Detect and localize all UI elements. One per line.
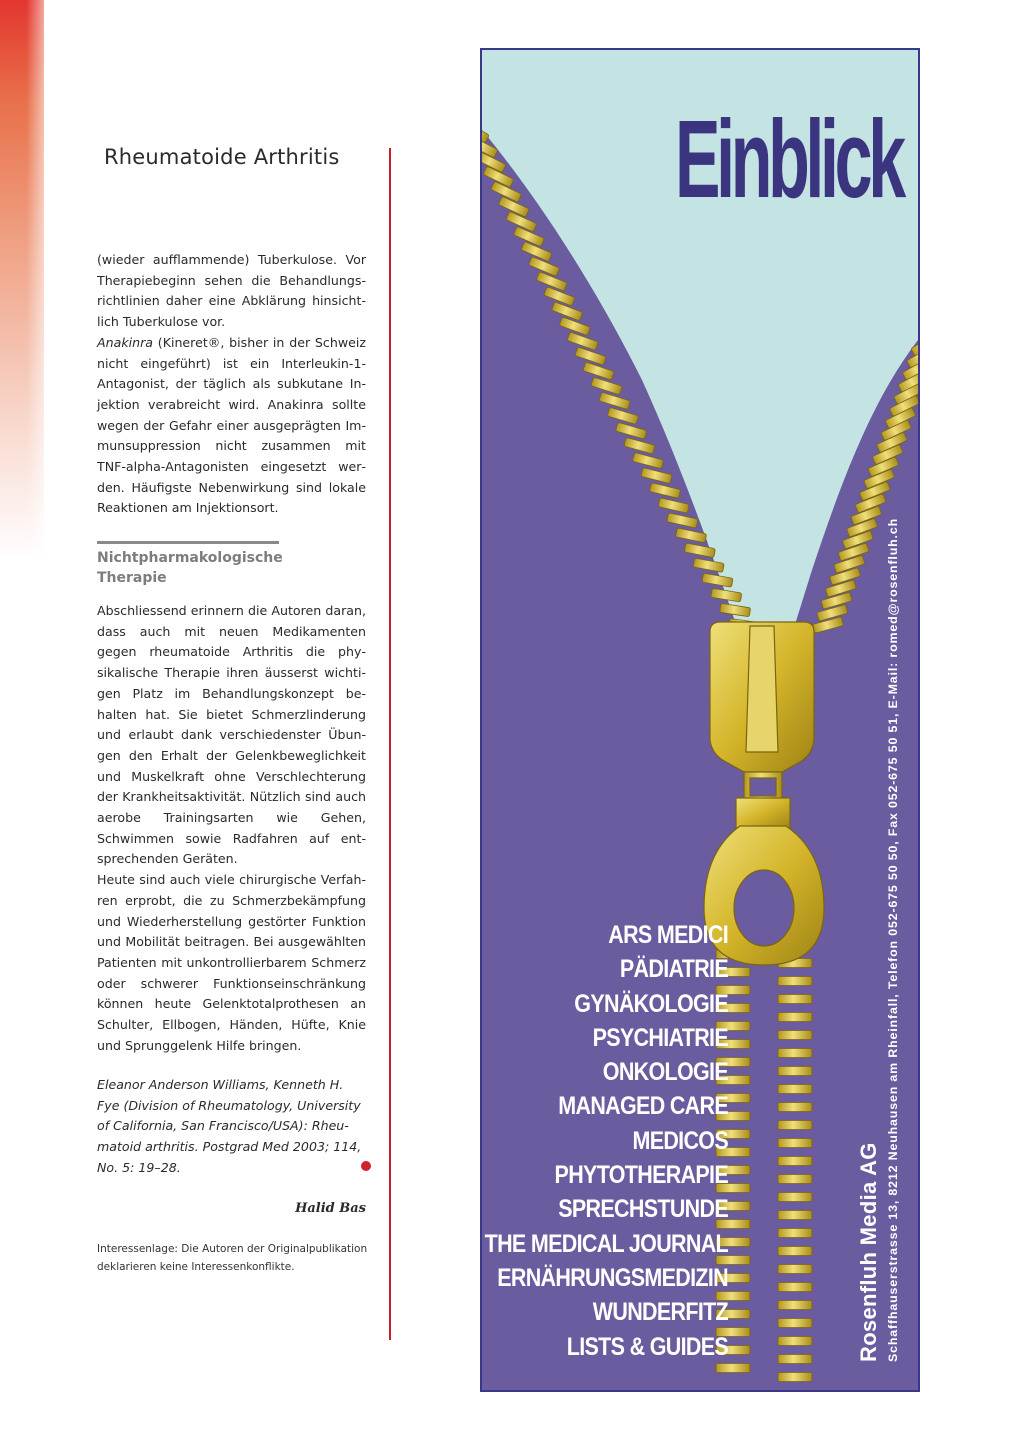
zipper-tooth: [591, 377, 622, 395]
conflict-of-interest-note: Interessenlage: Die Autoren der Originalpublikation deklarieren keine Interessenkonflikte.: [97, 1243, 368, 1273]
zipper-tooth: [778, 1049, 812, 1058]
zipper-tooth: [778, 1067, 812, 1076]
publication-item: SPRECHSTUNDE: [558, 1195, 728, 1224]
publication-item: GYNÄKOLOGIE: [574, 989, 728, 1018]
zipper-tooth: [778, 1355, 812, 1364]
zipper-tooth: [778, 1139, 812, 1148]
zipper-tooth: [778, 1031, 812, 1040]
zipper-tooth: [778, 977, 812, 986]
section-heading: Nichtpharmakologische Therapie: [97, 550, 283, 586]
publication-item: ERNÄHRUNGSMEDIZIN: [497, 1263, 728, 1292]
article-body-bottom: [97, 601, 366, 1056]
zipper-tooth: [778, 1085, 812, 1094]
publication-item: ARS MEDICI: [608, 921, 728, 949]
zipper-tooth: [658, 498, 689, 513]
zipper-tooth: [778, 995, 812, 1004]
end-of-article-dot: [361, 1161, 371, 1171]
anakinra-text: (Kineret®, bisher in der Schweiz nicht eingeführt) ist ein Interleukin-1-Antagonist, der täglich als subkutane Injektion verabreicht wird. Anakinra sollte wegen der Gefahr einer ausgeprägten Immunsuppression nicht zusammen mit TNF-alpha-Antagonisten eingesetzt werden. Häufigste Nebenwirkung sind lokale Reaktionen am Injektionsort.: [97, 334, 366, 516]
zipper-tooth: [607, 407, 638, 424]
publication-item: PHYTOTHERAPIE: [554, 1161, 728, 1190]
column-divider-rule: [389, 148, 391, 1340]
company-address: Schaffhauserstrasse 13, 8212 Neuhausen am Rheinfall, Telefon 052-675 50 50, Fax 052-675 50 51, E-Mail: romed@rosenfluh.ch: [886, 518, 900, 1362]
publications-list: [480, 918, 728, 1364]
article-paragraph-chirurgie: Heute sind auch viele chirurgische Verfahren erprobt, die zu Schmerzbekämpfung und Wiederherstellung gestörter Funktion und Mobilität beitragen. Bei ausgewählten Patienten mit unkontrollierbarem Schmerz oder schwerer Funktionseinschränkung können heute Gelenktotalprothesen an Schulter, Ellbogen, Händen, Hüfte, Knie und Sprunggelenk Hilfe bringen.: [97, 872, 366, 1053]
zipper-tooth: [812, 617, 843, 633]
zipper-tooth: [778, 1229, 812, 1238]
zipper-slider: [704, 622, 824, 965]
edge-color-strip: [0, 0, 44, 560]
article-body-top: [97, 250, 366, 519]
publication-item: MEDICOS: [632, 1126, 728, 1155]
page-section-title: Rheumatoide Arthritis: [104, 145, 340, 169]
section-heading-rule: [97, 541, 279, 544]
zipper-tooth: [778, 1193, 812, 1202]
zipper-tooth: [778, 1319, 812, 1328]
zipper-tooth: [778, 1211, 812, 1220]
zipper-tooth: [575, 347, 606, 365]
article-paragraph-anakinra: [97, 333, 366, 519]
publication-item: PÄDIATRIE: [619, 955, 728, 984]
zipper-tooth: [778, 1283, 812, 1292]
zipper-tooth: [778, 1175, 812, 1184]
zipper-tooth: [624, 437, 655, 454]
einblick-title: Einblick: [675, 98, 902, 221]
company-name: Rosenfluh Media AG: [856, 1142, 881, 1362]
einblick-advertisement: [480, 48, 920, 1392]
zipper-tooth: [778, 1265, 812, 1274]
publication-item: WUNDERFITZ: [592, 1298, 728, 1327]
drug-name-anakinra: Anakinra: [97, 334, 153, 350]
zipper-tooth: [778, 1013, 812, 1022]
reference-citation: Eleanor Anderson Williams, Kenneth H. Fye (Division of Rheumatology, University of California, San Francisco/USA): Rheumatoid arthritis. Postgrad Med 2003; 114, No. 5: 19–28.: [97, 1077, 362, 1175]
zipper-tooth: [616, 422, 647, 439]
zipper-tooth: [559, 317, 590, 336]
publication-item: LISTS & GUIDES: [566, 1332, 728, 1361]
zipper-tooth: [649, 483, 680, 499]
zipper-tooth: [778, 1103, 812, 1112]
zipper-tooth: [632, 453, 663, 469]
zipper-tooth: [567, 332, 598, 351]
author-name: Halid Bas: [295, 1201, 366, 1216]
zipper-tooth: [551, 302, 582, 321]
article-paragraph-physiotherapie: Abschliessend erinnern die Autoren daran, dass auch mit neuen Medikamenten gegen rheumatoide Arthritis die physikalische Therapie ihren äusserst wichtigen Platz im Behandlungskonzept behalten hat. Sie bietet Schmerzlinderung und erlaubt dank verschiedenster Übungen den Erhalt der Gelenkbeweglichkeit und Muskelkraft ohne Verschlechterung der Krankheitsaktivität. Nützlich sind auch aerobe Trainingsarten wie Gehen, Schwimmen sowie Radfahren auf entsprechenden Geräten.: [97, 603, 366, 867]
zipper-tooth: [778, 1373, 812, 1382]
article-paragraph-tuberkulose: (wieder aufflammende) Tuberkulose. Vor Therapiebeginn sehen die Behandlungsrichtlinien daher eine Abklärung hinsichtlich Tuberkulose vor.: [97, 252, 366, 330]
zipper-tooth: [667, 513, 698, 528]
zipper-tooth: [778, 1337, 812, 1346]
zipper-tooth: [716, 1364, 750, 1373]
publication-item: MANAGED CARE: [558, 1092, 728, 1121]
closed-zipper-teeth: [716, 914, 812, 1382]
publication-item: PSYCHIATRIE: [592, 1023, 728, 1052]
zipper-tooth: [641, 468, 672, 484]
publication-item: ONKOLOGIE: [602, 1058, 728, 1087]
zipper-tooth: [675, 528, 706, 543]
zipper-tooth: [599, 392, 630, 409]
zipper-tooth: [778, 1247, 812, 1256]
zipper-tooth: [778, 1157, 812, 1166]
zipper-tooth: [583, 362, 614, 380]
zipper-tooth: [778, 1301, 812, 1310]
publication-item: THE MEDICAL JOURNAL: [484, 1229, 728, 1258]
zipper-tooth: [778, 1121, 812, 1130]
